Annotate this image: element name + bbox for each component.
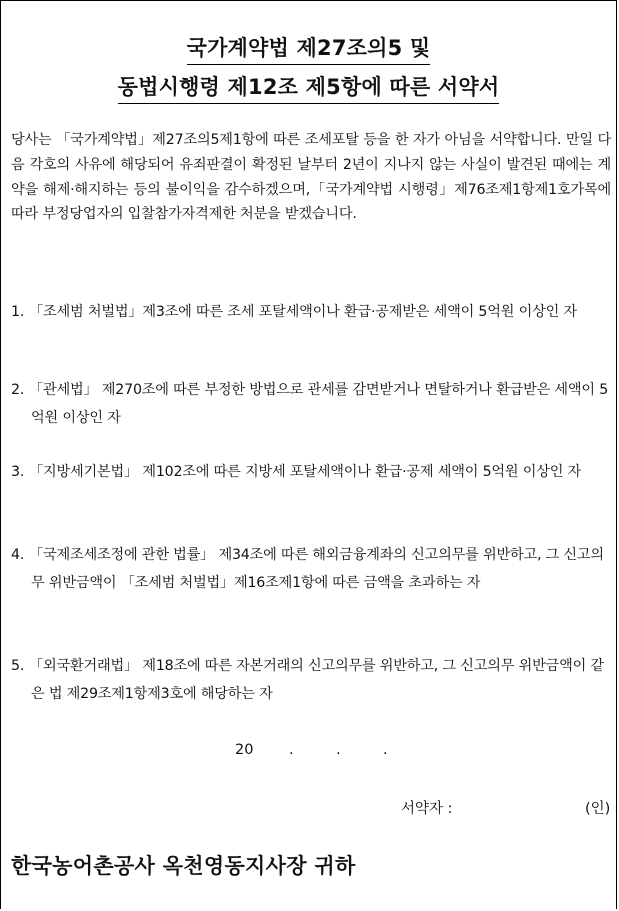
recipient-line: 한국농어촌공사 옥천영동지사장 귀하 [11,854,356,878]
item-number: 1. [11,304,25,320]
item-text: 「조세범 처벌법」제3조에 따른 조세 포탈세액이나 환급·공제받은 세액이 5억원 이상인 자 [29,304,577,320]
item-number: 4. [11,547,25,563]
intro-paragraph: 당사는 「국가계약법」제27조의5제1항에 따른 조세포탈 등을 한 자가 아님을 서약합니다. 만일 다음 각호의 사유에 해당되어 유죄판결이 확정된 날부터 2년이 지나지 않는 사실이 발견된 때에는 계약을 해제·해지하는 등의 불이익을 감수하겠으며,「국가계약법 시행령」제76조제1항제1호가목에 따라 부정당업자의 입찰참가자격제한 처분을 받겠습니다. [11,132,611,223]
document-title [1,33,616,111]
list-item [11,376,611,432]
item-number: 3. [11,464,25,480]
item-number: 2. [11,382,25,398]
list-item [11,458,611,486]
signer-label: 서약자 : [401,801,453,817]
date-year-prefix: 20 [235,742,254,758]
seal-mark: (인) [585,801,611,817]
list-item [11,298,611,326]
date-separator-day: . [383,742,388,758]
title-line-1: 국가계약법 제27조의5 및 [187,33,431,65]
item-text: 「지방세기본법」 제102조에 따른 지방세 포탈세액이나 환급·공제 세액이 5억원 이상인 자 [29,464,582,480]
date-separator-month: . [336,742,341,758]
item-number: 5. [11,658,25,674]
list-item [11,541,611,597]
item-text: 「관세법」 제270조에 따른 부정한 방법으로 관세를 감면받거나 면탈하거나 환급받은 세액이 5억원 이상인 자 [29,382,609,426]
list-item [11,652,611,708]
title-line-2: 동법시행령 제12조 제5항에 따른 서약서 [118,72,500,104]
item-text: 「외국환거래법」 제18조에 따른 자본거래의 신고의무를 위반하고, 그 신고의무 위반금액이 같은 법 제29조제1항제3호에 해당하는 자 [29,658,604,702]
date-separator-year: . [289,742,294,758]
item-text: 「국제조세조정에 관한 법률」 제34조에 따른 해외금융계좌의 신고의무를 위반하고, 그 신고의무 위반금액이 「조세범 처벌법」제16조제1항에 따른 금액을 초과하는 자 [29,547,604,591]
